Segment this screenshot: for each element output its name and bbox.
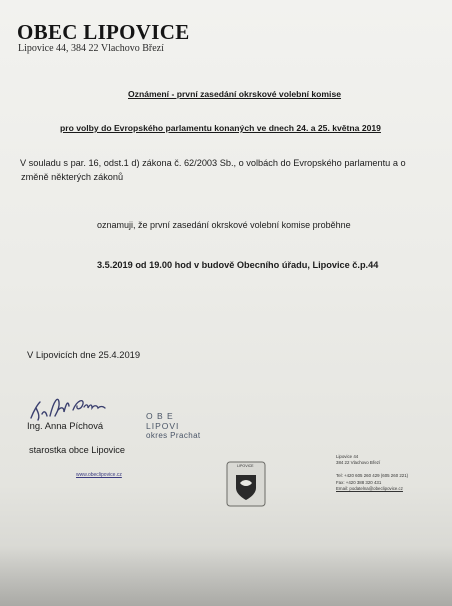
crest-caption: LIPOVICE <box>237 464 254 468</box>
page-shadow <box>0 546 452 606</box>
org-address: Lipovice 44, 384 22 Vlachovo Březí <box>18 43 164 54</box>
stamp-line-2: LIPOVI <box>146 421 180 431</box>
notice-subtitle: pro volby do Evropského parlamentu konaných ve dnech 24. a 25. května 2019 <box>60 123 381 133</box>
notice-title: Oznámení - první zasedání okrskové volební komise <box>128 89 342 99</box>
contact-line: Lipovice 44 <box>336 454 359 459</box>
contact-line: Fax: +420 388 320 431 <box>336 479 382 485</box>
official-stamp <box>146 411 201 441</box>
place-and-date: V Lipovicích dne 25.4.2019 <box>27 349 141 360</box>
footer-contact-block <box>336 454 408 492</box>
footer-website-link[interactable]: www.obeclipovice.cz <box>76 472 122 478</box>
contact-line: 384 22 Vlachovo Březí <box>336 460 381 466</box>
legal-basis-line-1: V souladu s par. 16, odst.1 d) zákona č. 62/2003 Sb., o volbách do Evropského parlamentu a o <box>20 158 406 168</box>
meeting-date-place: 3.5.2019 od 19.00 hod v budově Obecního úřadu, Lipovice č.p.44 <box>97 260 379 270</box>
stamp-line-3: okres Prachat <box>146 431 201 440</box>
signatory-name: Ing. Anna Píchová <box>27 420 104 431</box>
handwritten-signature <box>28 390 108 424</box>
org-name: OBEC LIPOVICE <box>17 20 190 44</box>
legal-basis-line-2: změně některých zákonů <box>21 172 124 182</box>
announcement-text: oznamuji, že první zasedání okrskové volební komise proběhne <box>97 220 351 230</box>
contact-line: Tel: +420 605 260 429 (605 260 221) <box>336 473 409 479</box>
contact-email[interactable]: Email: podatelna@obeclipovice.cz <box>336 486 403 492</box>
stamp-line-1: O B E <box>146 411 174 421</box>
signatory-role: starostka obce Lipovice <box>29 445 126 455</box>
